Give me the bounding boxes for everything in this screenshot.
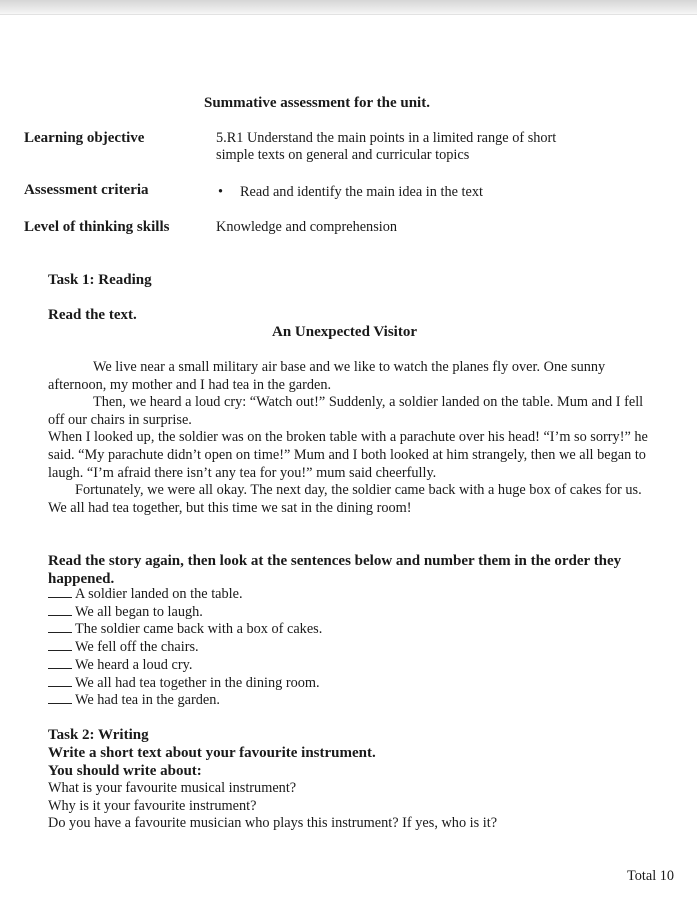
story-paragraph: Fortunately, we were all okay. The next day, the soldier came back with a huge box of cakes for us. We all had tea together, but this time we sat in the dining room! bbox=[48, 482, 642, 516]
list-item: Do you have a favourite musician who plays this instrument? If yes, who is it? bbox=[48, 815, 498, 832]
list-item bbox=[48, 604, 322, 622]
number-blank[interactable] bbox=[48, 604, 72, 616]
order-instruction-line1: Read the story again, then look at the sentences below and number them in the order they bbox=[48, 553, 622, 569]
number-blank[interactable] bbox=[48, 586, 72, 598]
list-item bbox=[48, 586, 322, 604]
task2-heading: Task 2: Writing bbox=[48, 727, 149, 743]
learning-objective-value-line2: simple texts on general and curricular topics bbox=[216, 147, 470, 163]
assessment-criteria-label: Assessment criteria bbox=[24, 182, 149, 198]
sentence-text: A soldier landed on the table. bbox=[75, 586, 243, 602]
assessment-criteria-value: Read and identify the main idea in the text bbox=[240, 184, 483, 200]
sentence-text: The soldier came back with a box of cakes. bbox=[75, 621, 323, 638]
sentence-text: We had tea in the garden. bbox=[75, 692, 220, 709]
list-item bbox=[48, 621, 322, 639]
thinking-skills-label: Level of thinking skills bbox=[24, 219, 170, 235]
task2-should-write: You should write about: bbox=[48, 763, 202, 779]
bullet-icon: • bbox=[218, 184, 224, 200]
assessment-criteria-item bbox=[218, 183, 483, 201]
order-instruction-line2: happened. bbox=[48, 571, 115, 587]
sentence-text: We heard a loud cry. bbox=[75, 656, 193, 673]
list-item bbox=[48, 692, 322, 710]
sentence-text: We all began to laugh. bbox=[75, 603, 203, 620]
task1-heading: Task 1: Reading bbox=[48, 272, 152, 288]
learning-objective-value-line1: 5.R1 Understand the main points in a limited range of short bbox=[216, 130, 557, 146]
story-paragraph: We live near a small military air base and we like to watch the planes fly over. One sunny afternoon, my mother and I had tea in the garden. bbox=[48, 359, 606, 393]
learning-objective-label: Learning objective bbox=[24, 130, 145, 146]
sentence-text: We all had tea together in the dining room. bbox=[75, 674, 320, 691]
number-blank[interactable] bbox=[48, 621, 72, 633]
story-title: An Unexpected Visitor bbox=[272, 324, 417, 340]
page-title: Summative assessment for the unit. bbox=[204, 95, 430, 111]
task1-instruction: Read the text. bbox=[48, 307, 137, 323]
order-sentence-list bbox=[48, 586, 322, 710]
number-blank[interactable] bbox=[48, 639, 72, 651]
story-text bbox=[48, 359, 648, 517]
sentence-text: We fell off the chairs. bbox=[75, 639, 199, 656]
task2-question-list bbox=[48, 780, 497, 833]
task2-instruction: Write a short text about your favourite instrument. bbox=[48, 745, 376, 761]
list-item bbox=[48, 639, 322, 657]
viewer-top-bar bbox=[0, 0, 697, 15]
list-item: Why is it your favourite instrument? bbox=[48, 797, 257, 814]
list-item bbox=[48, 657, 322, 675]
number-blank[interactable] bbox=[48, 675, 72, 687]
story-paragraph: When I looked up, the soldier was on the broken table with a parachute over his head! “I’m so sorry!” he said. “My parachute didn’t open on time!” Mum and I both looked at him strangely, then we all began to laugh. “I’m afraid there isn’t any tea for you!” mum said cheerfully. bbox=[48, 429, 648, 481]
list-item bbox=[48, 675, 322, 693]
story-paragraph: Then, we heard a loud cry: “Watch out!” Suddenly, a soldier landed on the table. Mum and I fell off our chairs in surprise. bbox=[48, 394, 644, 428]
number-blank[interactable] bbox=[48, 657, 72, 669]
thinking-skills-value: Knowledge and comprehension bbox=[216, 219, 398, 235]
number-blank[interactable] bbox=[48, 692, 72, 704]
total-score: Total 10 bbox=[627, 868, 675, 884]
list-item: What is your favourite musical instrument? bbox=[48, 780, 297, 796]
